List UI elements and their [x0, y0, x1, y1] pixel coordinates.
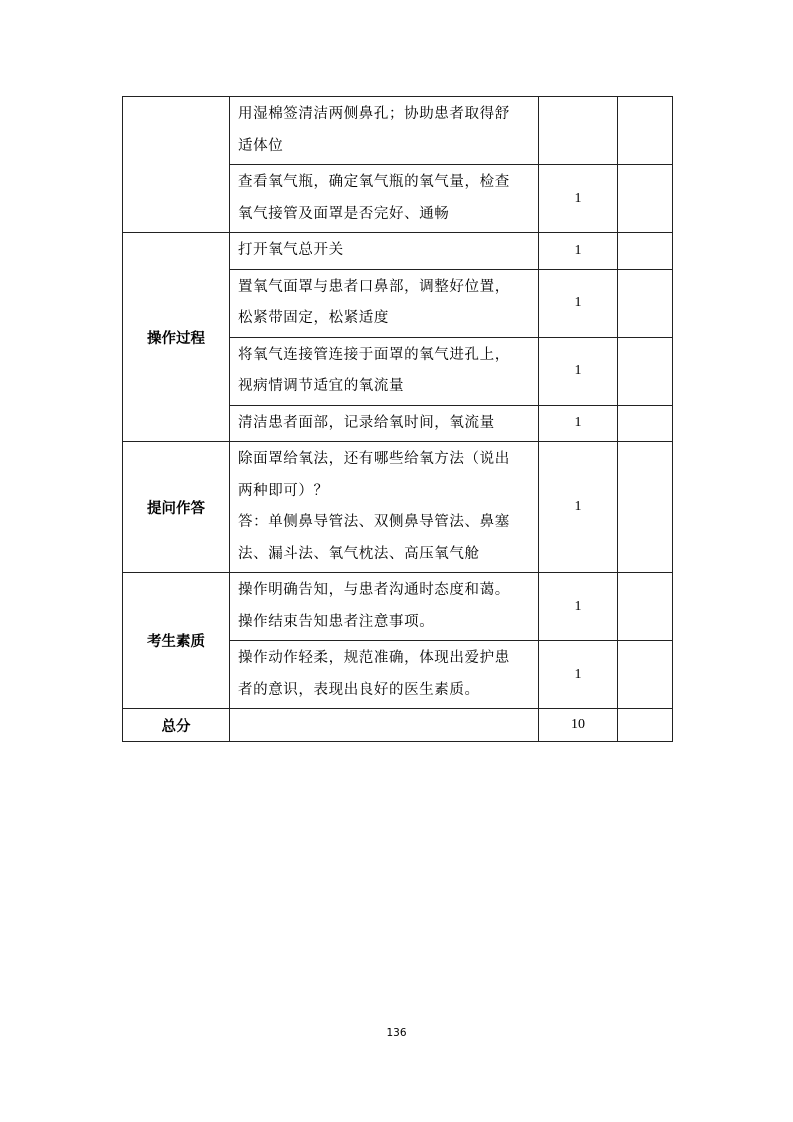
table-row	[123, 573, 673, 641]
blank-cell	[618, 269, 673, 337]
score-cell: 1	[539, 442, 618, 573]
item-cell	[230, 442, 539, 573]
score-cell: 1	[539, 641, 618, 709]
item-line: 两种即可）？	[238, 482, 329, 499]
item-line: 查看氧气瓶，确定氧气瓶的氧气量，检查	[238, 174, 510, 190]
blank-cell	[618, 442, 673, 573]
category-cell: 操作过程	[123, 233, 230, 442]
item-line: 除面罩给氧法，还有哪些给氧方法（说出	[238, 451, 510, 467]
item-line: 用湿棉签清洁两侧鼻孔；协助患者取得舒	[238, 106, 510, 122]
item-line: 适体位	[238, 137, 284, 154]
score-cell: 1	[539, 405, 618, 442]
blank-cell	[618, 709, 673, 742]
item-line: 操作结束告知患者注意事项。	[238, 613, 435, 630]
item-cell	[230, 573, 539, 641]
item-line: 置氧气面罩与患者口鼻部，调整好位置，	[238, 278, 510, 295]
score-cell: 1	[539, 573, 618, 641]
item-cell	[230, 269, 539, 337]
total-item-cell	[230, 709, 539, 742]
category-cell	[123, 97, 230, 233]
total-label: 总分	[123, 709, 230, 742]
item-line: 松紧带固定，松紧适度	[238, 310, 389, 326]
item-line: 视病情调节适宜的氧流量	[238, 378, 405, 394]
item-line: 操作动作轻柔，规范准确，体现出爱护患	[238, 650, 510, 666]
table-row	[123, 97, 673, 165]
category-cell: 考生素质	[123, 573, 230, 709]
item-line: 将氧气连接管连接于面罩的氧气进孔上，	[238, 346, 510, 363]
table-row	[123, 442, 673, 573]
blank-cell	[618, 337, 673, 405]
item-line: 清洁患者面部，记录给氧时间，氧流量	[238, 414, 495, 431]
blank-cell	[618, 97, 673, 165]
item-cell	[230, 97, 539, 165]
item-line: 打开氧气总开关	[238, 242, 344, 258]
item-line: 操作明确告知，与患者沟通时态度和蔼。	[238, 582, 510, 598]
page-number: 136	[386, 1027, 407, 1039]
blank-cell	[618, 233, 673, 270]
item-cell	[230, 405, 539, 442]
table-row	[123, 233, 673, 270]
item-cell	[230, 233, 539, 270]
item-cell	[230, 337, 539, 405]
score-cell: 1	[539, 337, 618, 405]
blank-cell	[618, 573, 673, 641]
item-line: 者的意识，表现出良好的医生素质。	[238, 681, 480, 698]
blank-cell	[618, 641, 673, 709]
blank-cell	[618, 405, 673, 442]
total-score: 10	[539, 709, 618, 742]
category-cell: 提问作答	[123, 442, 230, 573]
score-cell: 1	[539, 165, 618, 233]
total-row	[123, 709, 673, 742]
score-cell	[539, 97, 618, 165]
scoring-table	[122, 96, 673, 742]
item-line: 法、漏斗法、氧气枕法、高压氧气舱	[238, 545, 480, 562]
item-cell	[230, 641, 539, 709]
item-line: 答：单侧鼻导管法、双侧鼻导管法、鼻塞	[238, 514, 510, 530]
blank-cell	[618, 165, 673, 233]
score-cell: 1	[539, 269, 618, 337]
item-cell	[230, 165, 539, 233]
score-cell: 1	[539, 233, 618, 270]
item-line: 氧气接管及面罩是否完好、通畅	[238, 205, 450, 222]
